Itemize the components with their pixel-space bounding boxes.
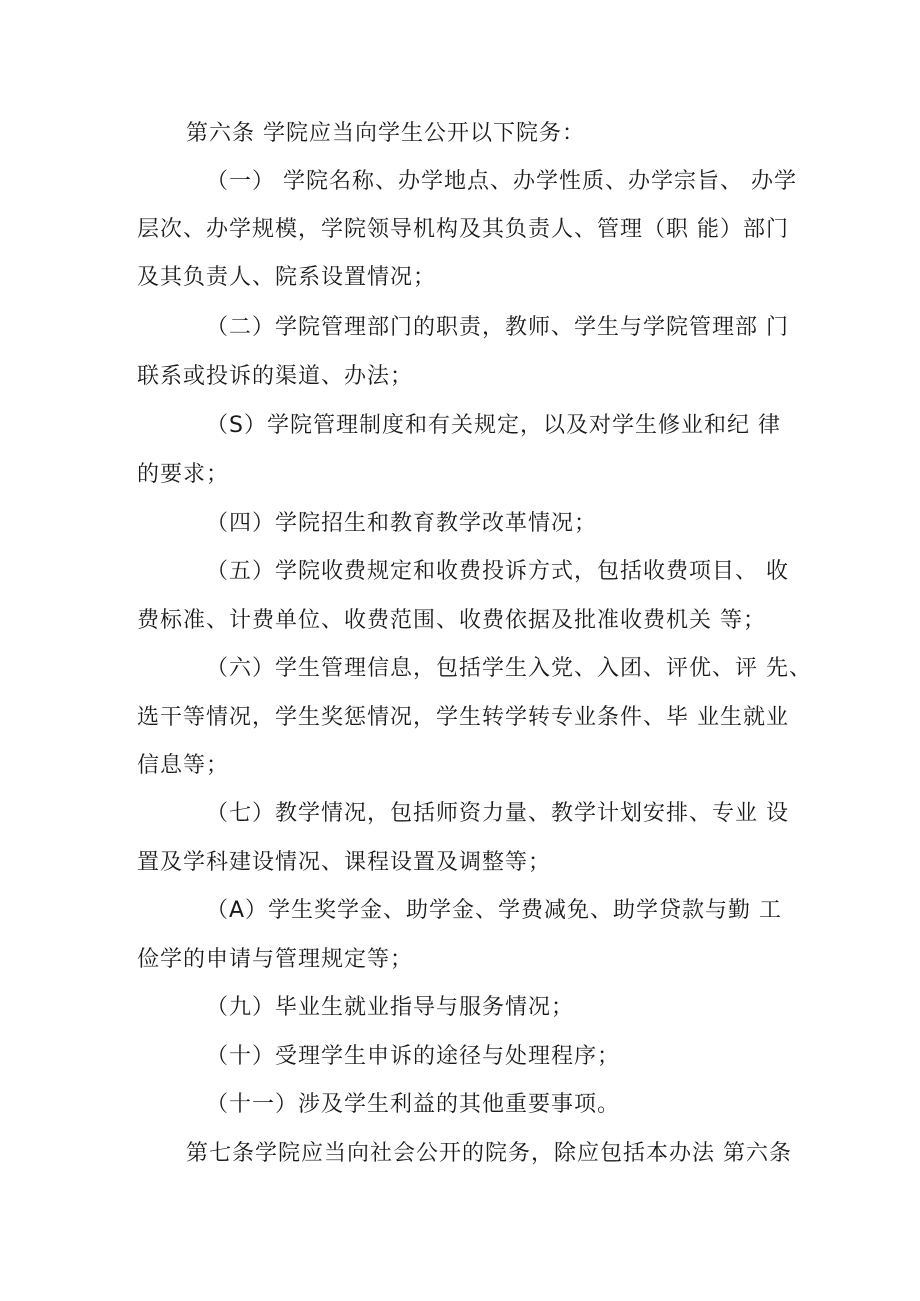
paragraph-line: 选干等情况，学生奖惩情况，学生转学转专业条件、毕 业生就业 <box>137 705 789 730</box>
paragraph-line: 及其负责人、院系设置情况； <box>137 265 437 290</box>
paragraph-line: （十一）涉及学生利益的其他重要事项。 <box>206 1092 621 1117</box>
paragraph-line: （四）学院招生和教育教学改革情况； <box>206 511 598 536</box>
paragraph-line: （九）毕业生就业指导与服务情况； <box>206 995 575 1020</box>
article-7-heading: 第七条学院应当向社会公开的院务，除应包括本办法 第六条 <box>186 1141 792 1166</box>
paragraph-line: （七）教学情况，包括师资力量、教学计划安排、专业 设 <box>206 801 789 826</box>
paragraph-line: 信息等； <box>137 753 230 778</box>
paragraph-line: （A）学生奖学金、助学金、学费减免、助学贷款与勤 工 <box>206 898 783 923</box>
article-6-heading: 第六条 学院应当向学生公开以下院务： <box>186 121 585 146</box>
paragraph-line: （十）受理学生申诉的途径与处理程序； <box>206 1044 621 1069</box>
paragraph-line: （六）学生管理信息，包括学生入党、入团、评优、评 先、 <box>206 656 812 681</box>
paragraph-line: （S）学院管理制度和有关规定，以及对学生修业和纪 律 <box>206 413 781 438</box>
paragraph-line: 层次、办学规模，学院领导机构及其负责人、管理（职 能）部门 <box>137 217 789 242</box>
paragraph-line: 联系或投诉的渠道、办法； <box>137 364 414 389</box>
paragraph-line: （一） 学院名称、办学地点、办学性质、办学宗旨、 办学 <box>206 169 797 194</box>
paragraph-line: 置及学科建设情况、课程设置及调整等； <box>137 850 552 875</box>
paragraph-line: 的要求； <box>137 462 230 487</box>
paragraph-line: 俭学的申请与管理规定等； <box>137 947 414 972</box>
paragraph-line: 费标准、计费单位、收费范围、收费依据及批准收费机关 等； <box>137 608 766 633</box>
paragraph-line: （五）学院收费规定和收费投诉方式，包括收费项目、 收 <box>206 559 789 584</box>
paragraph-line: （二）学院管理部门的职责，教师、学生与学院管理部 门 <box>206 315 789 340</box>
